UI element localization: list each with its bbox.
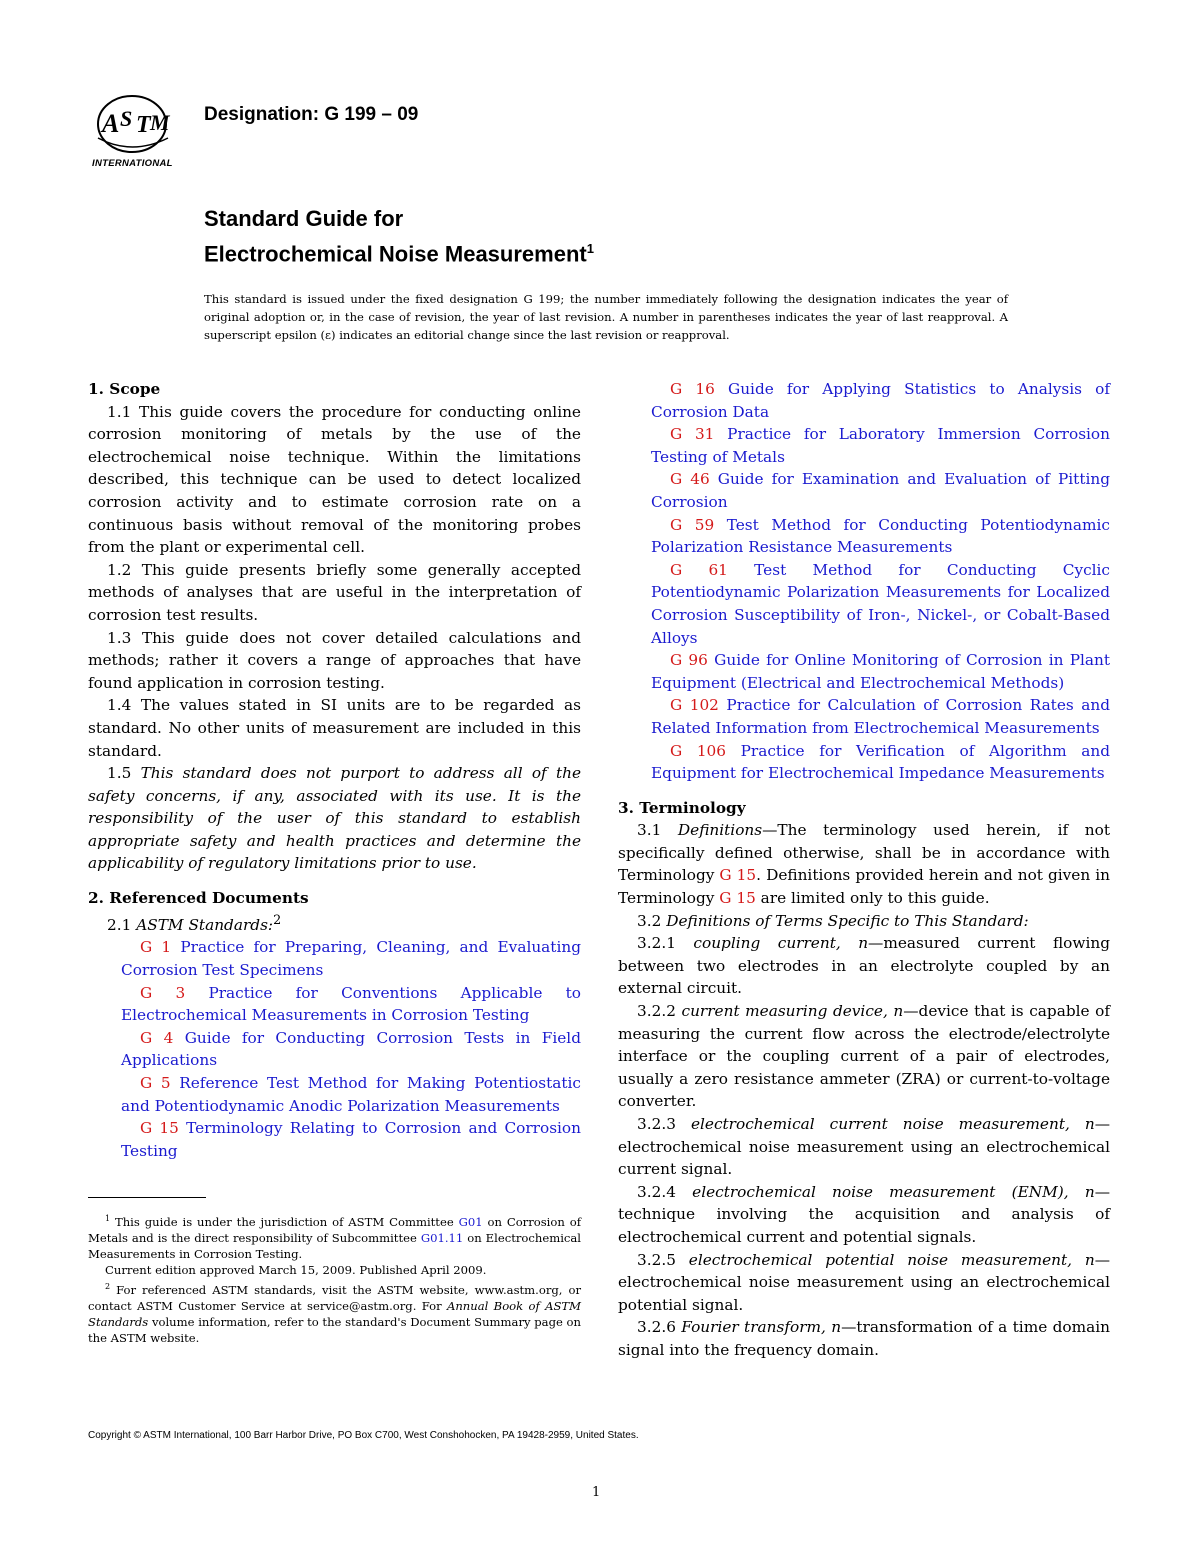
issuance-notice: This standard is issued under the fixed designation G 199; the number immediately following the designation indicates the year of original adoption or, in the case of revision, the year of last revision. A number in parentheses indicates the year of last reapproval. A superscript epsilon (ε) indicates an editorial change since the last revision or reapproval. (204, 292, 1008, 342)
copyright: Copyright © ASTM International, 100 Barr Harbor Drive, PO Box C700, West Conshohocken, PA 19428-2959, United States. (88, 1430, 639, 1441)
left-column (88, 378, 581, 1162)
definition-number: 3.2.1 (637, 934, 676, 953)
logo-international-text: INTERNATIONAL (92, 158, 173, 169)
definition-number: 3.2.2 (637, 1002, 676, 1021)
definition-number: 3.2.5 (637, 1250, 676, 1269)
link-g01-11[interactable]: G01.11 (420, 1231, 464, 1246)
reference-list-left (88, 936, 581, 1162)
definition-item (618, 1000, 1110, 1113)
reference-title[interactable]: Practice for Conventions Applicable to Electrochemical Measurements in Corrosion Testing (121, 983, 581, 1025)
page-number: 1 (592, 1485, 601, 1500)
definition-text: —technique involving the acquisition and analysis of electrochemical current and potential signals. (618, 1182, 1110, 1246)
terminology-heading: 3. Terminology (618, 798, 746, 817)
reference-title[interactable]: Guide for Examination and Evaluation of Pitting Corrosion (651, 470, 1111, 511)
reference-title[interactable]: Guide for Online Monitoring of Corrosion in Plant Equipment (Electrical and Electrochemical Methods) (651, 651, 1110, 692)
reference-code[interactable]: G 4 (140, 1028, 174, 1047)
reference-item[interactable] (618, 514, 1110, 559)
link-g15[interactable]: G 15 (719, 866, 757, 885)
reference-code[interactable]: G 59 (670, 515, 715, 534)
reference-item[interactable] (618, 378, 1110, 423)
reference-item[interactable] (88, 1072, 581, 1117)
svg-text:S: S (120, 106, 133, 131)
definition-number: 3.2.4 (637, 1182, 676, 1201)
definition-term: Fourier transform, n (681, 1318, 842, 1337)
definition-item (618, 932, 1110, 1000)
svg-text:A: A (102, 109, 120, 138)
reference-code[interactable]: G 102 (670, 696, 719, 715)
definition-item (618, 1316, 1110, 1361)
scope-1-1: 1.1 This guide covers the procedure for conducting online corrosion monitoring of metals by the use of the electrochemical noise technique. Within the limitations described, this technique can be used to detect localized corrosion activity and to estimate corrosion rate on a continuous basis without removal of the monitoring probes from the plant or experimental cell. (88, 402, 581, 557)
reference-item[interactable] (618, 649, 1110, 694)
reference-item[interactable] (618, 468, 1110, 513)
right-column (618, 378, 1110, 1362)
title-footnote-ref[interactable]: 1 (586, 241, 594, 256)
reference-code[interactable]: G 5 (140, 1073, 171, 1092)
definition-term: electrochemical current noise measurement, n (690, 1115, 1095, 1133)
reference-item[interactable] (618, 423, 1110, 468)
reference-code[interactable]: G 96 (670, 651, 708, 670)
designation: Designation: G 199 – 09 (204, 104, 419, 125)
link-g15-2[interactable]: G 15 (719, 889, 756, 908)
definition-text: —measured current flowing between two electrodes in an electrolyte coupled by an external circuit. (618, 934, 1110, 998)
reference-title[interactable]: Practice for Verification of Algorithm and Equipment for Electrochemical Impedance Measurements (651, 741, 1110, 783)
reference-code[interactable]: G 16 (670, 380, 715, 398)
svg-text:T: T (136, 112, 151, 138)
definition-text: —electrochemical noise measurement using an electrochemical current signal. (618, 1115, 1110, 1179)
reference-code[interactable]: G 15 (140, 1119, 179, 1138)
reference-title[interactable]: Reference Test Method for Making Potentiostatic and Potentiodynamic Anodic Polarization Measurements (121, 1073, 581, 1115)
title-line-1: Standard Guide for (204, 206, 404, 231)
refdocs-heading: 2. Referenced Documents (88, 889, 309, 908)
reference-title[interactable]: Practice for Calculation of Corrosion Rates and Related Information from Electrochemical Measurements (651, 696, 1110, 737)
reference-code[interactable]: G 3 (140, 983, 186, 1002)
page-title (204, 204, 594, 269)
footnote-rule (88, 1197, 206, 1198)
reference-item[interactable] (88, 1027, 581, 1072)
scope-heading: 1. Scope (88, 380, 161, 398)
reference-title[interactable]: Terminology Relating to Corrosion and Corrosion Testing (121, 1119, 581, 1160)
reference-item[interactable] (618, 740, 1110, 785)
term-3-1: 3.1 Definitions—The terminology used herein, if not specifically defined otherwise, shall be in accordance with Terminology G 15. Definitions provided herein and not given in Terminology G 15 are limited only to this guide. (618, 821, 1110, 908)
footnote-2: $^2$ For referenced ASTM standards, visit the ASTM website, www.astm.org, or contact ASTM Customer Service at service@astm.org. For Annual Book of ASTM Standards volume information, refer to the standard's Document Summary page on the ASTM website. (88, 1281, 582, 1346)
definition-text: —transformation of a time domain signal into the frequency domain. (618, 1318, 1110, 1359)
definition-item (618, 1249, 1110, 1317)
reference-item[interactable] (88, 1117, 581, 1162)
definitions-list (618, 932, 1110, 1361)
astm-logo (88, 92, 188, 174)
definition-term: electrochemical noise measurement (ENM), n (692, 1182, 1095, 1201)
scope-1-3: 1.3 This guide does not cover detailed calculations and methods; rather it covers a range of approaches that have found application in corrosion testing. (88, 628, 581, 692)
definition-item (618, 1113, 1110, 1181)
scope-1-2: 1.2 This guide presents briefly some generally accepted methods of analyses that are useful in the interpretation of corrosion test results. (88, 560, 581, 624)
reference-item[interactable] (88, 936, 581, 981)
reference-list-right (618, 378, 1110, 785)
reference-code[interactable]: G 106 (670, 741, 727, 760)
definition-term: electrochemical potential noise measurement, n (688, 1250, 1095, 1269)
definition-text: —device that is capable of measuring the current flow across the electrode/electrolyte interface or the coupling current of a pair of electrodes, usually a zero resistance ammeter (ZRA) or current-to-voltage converter. (618, 1002, 1110, 1111)
link-g01[interactable]: G01 (458, 1214, 483, 1229)
term-3-2: 3.2 Definitions of Terms Specific to This Standard: (637, 911, 1029, 930)
reference-title[interactable]: Test Method for Conducting Cyclic Potentiodynamic Polarization Measurements for Localized Corrosion Susceptibility of Iron-, Nickel-, or Cobalt-Based Alloys (651, 560, 1111, 647)
definition-number: 3.2.3 (637, 1115, 676, 1133)
reference-title[interactable]: Guide for Applying Statistics to Analysis of Corrosion Data (651, 380, 1110, 421)
definition-term: coupling current, n (693, 934, 869, 953)
reference-item[interactable] (88, 982, 581, 1027)
reference-code[interactable]: G 1 (140, 938, 172, 957)
definition-text: —electrochemical noise measurement using an electrochemical potential signal. (618, 1250, 1110, 1314)
refdocs-2-1: 2.1 ASTM Standards:$^2$ (107, 912, 282, 934)
footnote-1-edition: Current edition approved March 15, 2009. Published April 2009. (105, 1263, 487, 1278)
definition-term: current measuring device, n (681, 1002, 904, 1021)
reference-title[interactable]: Practice for Laboratory Immersion Corrosion Testing of Metals (651, 425, 1110, 466)
reference-item[interactable] (618, 559, 1110, 649)
reference-code[interactable]: G 31 (670, 425, 715, 444)
definition-item (618, 1181, 1110, 1249)
scope-1-4: 1.4 The values stated in SI units are to be regarded as standard. No other units of measurement are included in this standard. (88, 696, 581, 760)
reference-title[interactable]: Practice for Preparing, Cleaning, and Evaluating Corrosion Test Specimens (121, 938, 581, 979)
footnote-1: $^1$ This guide is under the jurisdiction of ASTM Committee G01 on Corrosion of Metals and is the direct responsibility of Subcommittee G01.11 on Electrochemical Measurements in Corrosion Testing. (88, 1214, 582, 1262)
reference-code[interactable]: G 61 (670, 560, 728, 579)
reference-item[interactable] (618, 694, 1110, 739)
footnotes (88, 1211, 581, 1346)
scope-1-5: 1.5 This standard does not purport to address all of the safety concerns, if any, associated with its use. It is the responsibility of the user of this standard to establish appropriate safety and health practices and determine the applicability of regulatory limitations prior to use. (88, 764, 581, 873)
reference-title[interactable]: Guide for Conducting Corrosion Tests in Field Applications (121, 1028, 581, 1070)
reference-title[interactable]: Test Method for Conducting Potentiodynamic Polarization Resistance Measurements (651, 515, 1110, 557)
definition-number: 3.2.6 (637, 1318, 676, 1337)
svg-text:M: M (150, 110, 170, 135)
reference-code[interactable]: G 46 (670, 470, 710, 489)
title-line-2: Electrochemical Noise Measurement$^1$ (204, 241, 594, 267)
